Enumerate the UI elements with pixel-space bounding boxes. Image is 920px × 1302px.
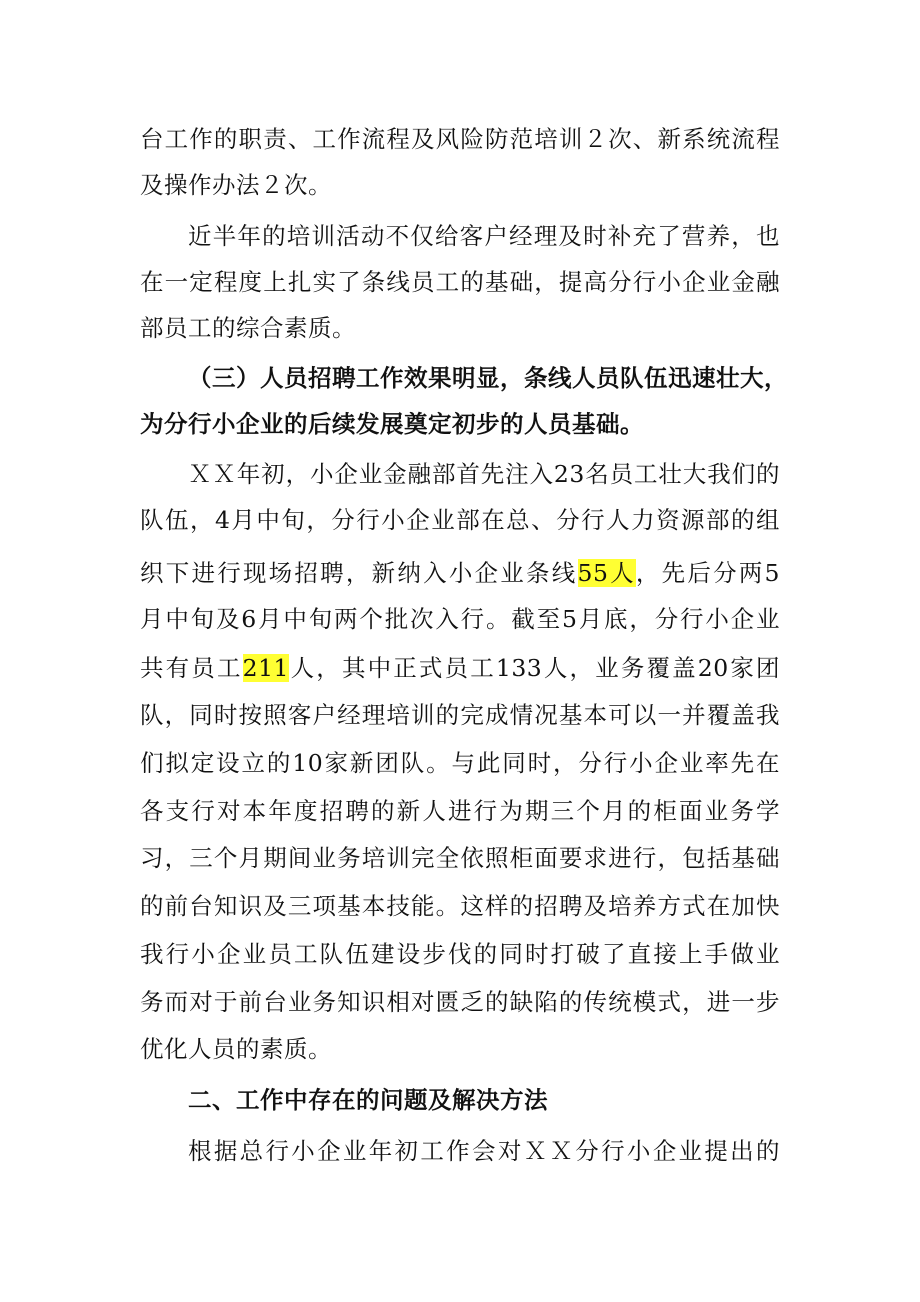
- highlighted-figure: 211: [242, 654, 289, 682]
- paragraph-line: [140, 648, 780, 688]
- paragraph-line: 月中旬及6月中旬两个批次入行。截至5月底，分行小企业: [140, 605, 780, 633]
- paragraph-line: [140, 553, 780, 593]
- text-segment: ，先后分两5: [635, 559, 781, 587]
- paragraph-line: 队，同时按照客户经理培训的完成情况基本可以一并覆盖我: [140, 701, 780, 729]
- paragraph-line: 近半年的培训活动不仅给客户经理及时补充了营养，也: [188, 222, 780, 250]
- paragraph-line: 们拟定设立的10家新团队。与此同时，分行小企业率先在: [140, 749, 780, 777]
- paragraph-line: ＸＸ年初，小企业金融部首先注入23名员工壮大我们的: [188, 460, 780, 488]
- section-heading-line: （三）人员招聘工作效果明显，条线人员队伍迅速壮大，: [188, 364, 788, 392]
- highlighted-figure: 55人: [577, 559, 636, 587]
- section-heading-line: 为分行小企业的后续发展奠定初步的人员基础。: [140, 410, 644, 438]
- paragraph-line: 台工作的职责、工作流程及风险防范培训２次、新系统流程: [140, 125, 780, 153]
- paragraph-line: 务而对于前台业务知识相对匮乏的缺陷的传统模式，进一步: [140, 988, 780, 1016]
- paragraph-line: 根据总行小企业年初工作会对ＸＸ分行小企业提出的: [188, 1137, 780, 1165]
- paragraph-line: 的前台知识及三项基本技能。这样的招聘及培养方式在加快: [140, 892, 780, 920]
- paragraph-line: 优化人员的素质。: [140, 1035, 332, 1063]
- section-heading: 二、工作中存在的问题及解决方法: [188, 1086, 548, 1114]
- text-segment: 共有员工: [140, 654, 243, 682]
- paragraph-line: 队伍，4月中旬，分行小企业部在总、分行人力资源部的组: [140, 506, 780, 534]
- paragraph-line: 及操作办法２次。: [140, 171, 332, 199]
- text-segment: 织下进行现场招聘，新纳入小企业条线: [140, 559, 578, 587]
- paragraph-line: 在一定程度上扎实了条线员工的基础，提高分行小企业金融: [140, 268, 780, 296]
- text-segment: 人，其中正式员工133人，业务覆盖20家团: [288, 654, 781, 682]
- paragraph-line: 各支行对本年度招聘的新人进行为期三个月的柜面业务学: [140, 797, 780, 825]
- paragraph-line: 部员工的综合素质。: [140, 314, 356, 342]
- paragraph-line: 我行小企业员工队伍建设步伐的同时打破了直接上手做业: [140, 940, 780, 968]
- paragraph-line: 习，三个月期间业务培训完全依照柜面要求进行，包括基础: [140, 844, 780, 872]
